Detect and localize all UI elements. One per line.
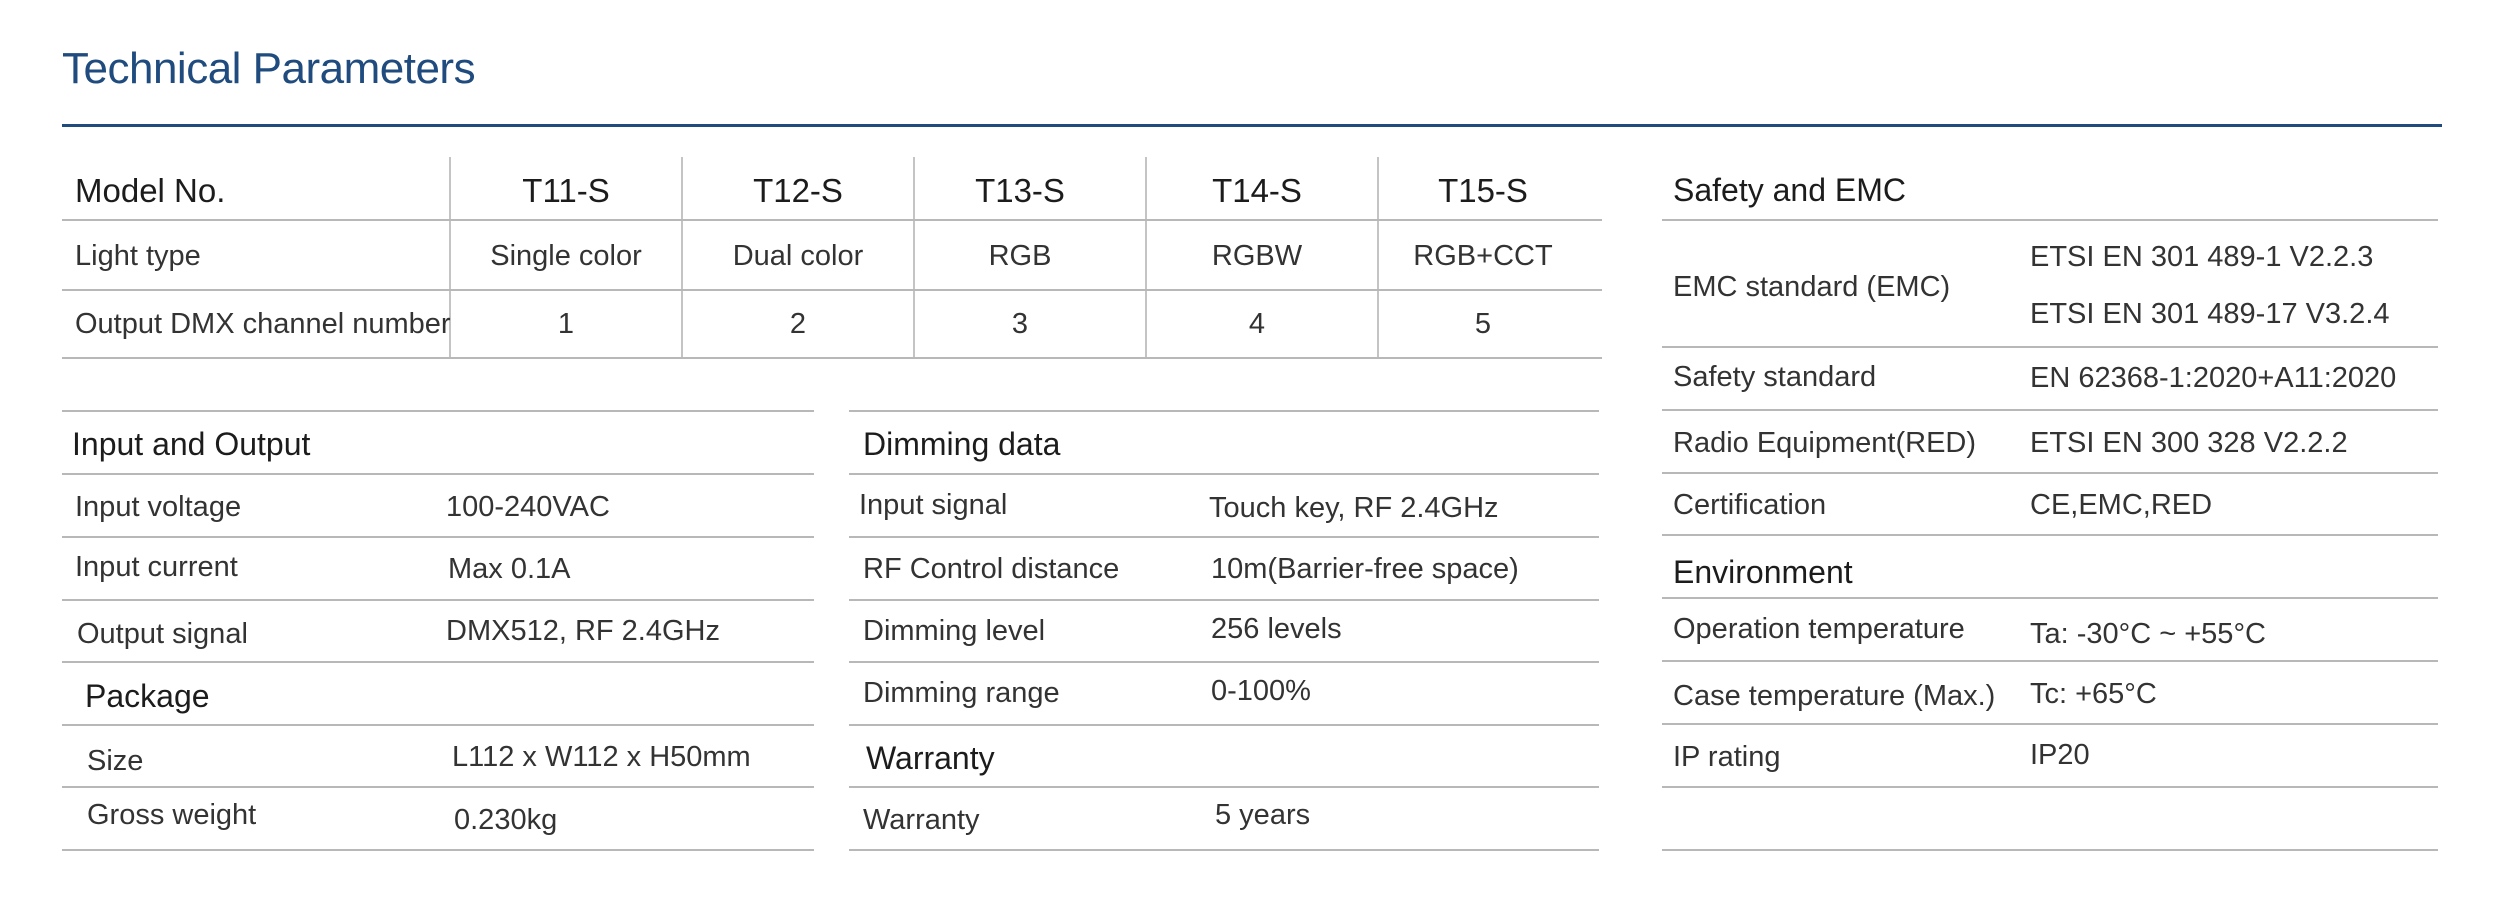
column-divider	[1377, 157, 1379, 359]
dimming-title: Dimming data	[863, 426, 1061, 462]
row-divider	[1662, 534, 2438, 536]
page-title: Technical Parameters	[62, 44, 476, 93]
emc-value-2: ETSI EN 301 489-17 V3.2.4	[2030, 298, 2390, 330]
row-divider	[1662, 472, 2438, 474]
row-divider	[849, 849, 1599, 851]
dimming-level-label: Dimming level	[863, 615, 1046, 647]
input-signal-label: Input signal	[859, 489, 1008, 521]
column-divider	[913, 157, 915, 359]
table-cell: RGB	[988, 240, 1052, 272]
dimming-level-value: 256 levels	[1211, 613, 1342, 645]
row-divider	[62, 786, 814, 788]
size-label: Size	[87, 745, 144, 777]
safety-standard-value: EN 62368-1:2020+A11:2020	[2030, 362, 2397, 394]
column-divider	[681, 157, 683, 359]
model-header-t13: T13-S	[975, 172, 1065, 209]
input-voltage-label: Input voltage	[75, 491, 242, 523]
table-cell: 1	[557, 308, 575, 340]
gross-weight-value: 0.230kg	[454, 804, 558, 836]
section-top-rule	[62, 410, 814, 412]
operation-temperature-value: Ta: -30°C ~ +55°C	[2030, 618, 2266, 650]
row-divider	[849, 661, 1599, 663]
input-output-title: Input and Output	[72, 426, 311, 462]
row-divider	[62, 219, 1602, 221]
emc-standard-label: EMC standard (EMC)	[1673, 271, 1951, 303]
certification-value: CE,EMC,RED	[2030, 489, 2213, 521]
row-divider	[62, 536, 814, 538]
row-divider	[849, 786, 1599, 788]
case-temperature-label: Case temperature (Max.)	[1673, 680, 1996, 712]
row-divider	[1662, 849, 2438, 851]
model-header-t12: T12-S	[753, 172, 843, 209]
row-divider	[1662, 409, 2438, 411]
row-divider	[62, 289, 1602, 291]
model-header-t14: T14-S	[1212, 172, 1302, 209]
light-type-label: Light type	[75, 240, 201, 272]
table-cell: Dual color	[732, 240, 864, 272]
input-voltage-value: 100-240VAC	[446, 491, 610, 523]
safety-standard-label: Safety standard	[1673, 361, 1877, 393]
row-divider	[62, 473, 814, 475]
input-current-label: Input current	[75, 551, 238, 583]
row-divider	[1662, 219, 2438, 221]
gross-weight-label: Gross weight	[87, 799, 257, 831]
radio-equipment-value: ETSI EN 300 328 V2.2.2	[2030, 427, 2348, 459]
radio-equipment-label: Radio Equipment(RED)	[1673, 427, 1977, 459]
safety-title: Safety and EMC	[1673, 172, 1906, 208]
certification-label: Certification	[1673, 489, 1827, 521]
table-cell: 2	[789, 308, 807, 340]
emc-value-1: ETSI EN 301 489-1 V2.2.3	[2030, 241, 2374, 273]
section-top-rule	[849, 410, 1599, 412]
input-signal-value: Touch key, RF 2.4GHz	[1209, 492, 1499, 524]
row-divider	[1662, 660, 2438, 662]
warranty-value: 5 years	[1215, 799, 1311, 831]
table-cell: RGB+CCT	[1413, 240, 1553, 272]
case-temperature-value: Tc: +65°C	[2030, 678, 2157, 710]
table-cell: Single color	[490, 240, 642, 272]
table-cell: RGBW	[1211, 240, 1303, 272]
dimming-range-label: Dimming range	[863, 677, 1060, 709]
size-value: L112 x W112 x H50mm	[452, 741, 751, 773]
row-divider	[849, 724, 1599, 726]
output-signal-label: Output signal	[77, 618, 248, 650]
rf-distance-label: RF Control distance	[863, 553, 1120, 585]
row-divider	[1662, 597, 2438, 599]
ip-rating-value: IP20	[2030, 739, 2090, 771]
table-cell: 5	[1474, 308, 1492, 340]
row-divider	[1662, 786, 2438, 788]
row-divider	[62, 599, 814, 601]
row-divider	[62, 849, 814, 851]
row-divider	[849, 536, 1599, 538]
ip-rating-label: IP rating	[1673, 741, 1781, 773]
operation-temperature-label: Operation temperature	[1673, 613, 1965, 645]
row-divider	[1662, 346, 2438, 348]
model-header-t11: T11-S	[522, 172, 610, 209]
warranty-title: Warranty	[866, 740, 995, 776]
warranty-label: Warranty	[863, 804, 980, 836]
model-no-label: Model No.	[75, 172, 226, 209]
title-divider	[62, 124, 2442, 127]
input-current-value: Max 0.1A	[448, 553, 571, 585]
model-header-t15: T15-S	[1438, 172, 1528, 209]
environment-title: Environment	[1673, 554, 1853, 590]
table-cell: 3	[1011, 308, 1029, 340]
row-divider	[62, 661, 814, 663]
package-title: Package	[85, 678, 210, 714]
dmx-channel-label: Output DMX channel number	[75, 308, 451, 340]
row-divider	[62, 724, 814, 726]
row-divider	[1662, 723, 2438, 725]
table-cell: 4	[1248, 308, 1266, 340]
row-divider	[849, 599, 1599, 601]
rf-distance-value: 10m(Barrier-free space)	[1211, 553, 1519, 585]
row-divider	[62, 357, 1602, 359]
column-divider	[1145, 157, 1147, 359]
output-signal-value: DMX512, RF 2.4GHz	[446, 615, 720, 647]
row-divider	[849, 473, 1599, 475]
dimming-range-value: 0-100%	[1211, 675, 1311, 707]
